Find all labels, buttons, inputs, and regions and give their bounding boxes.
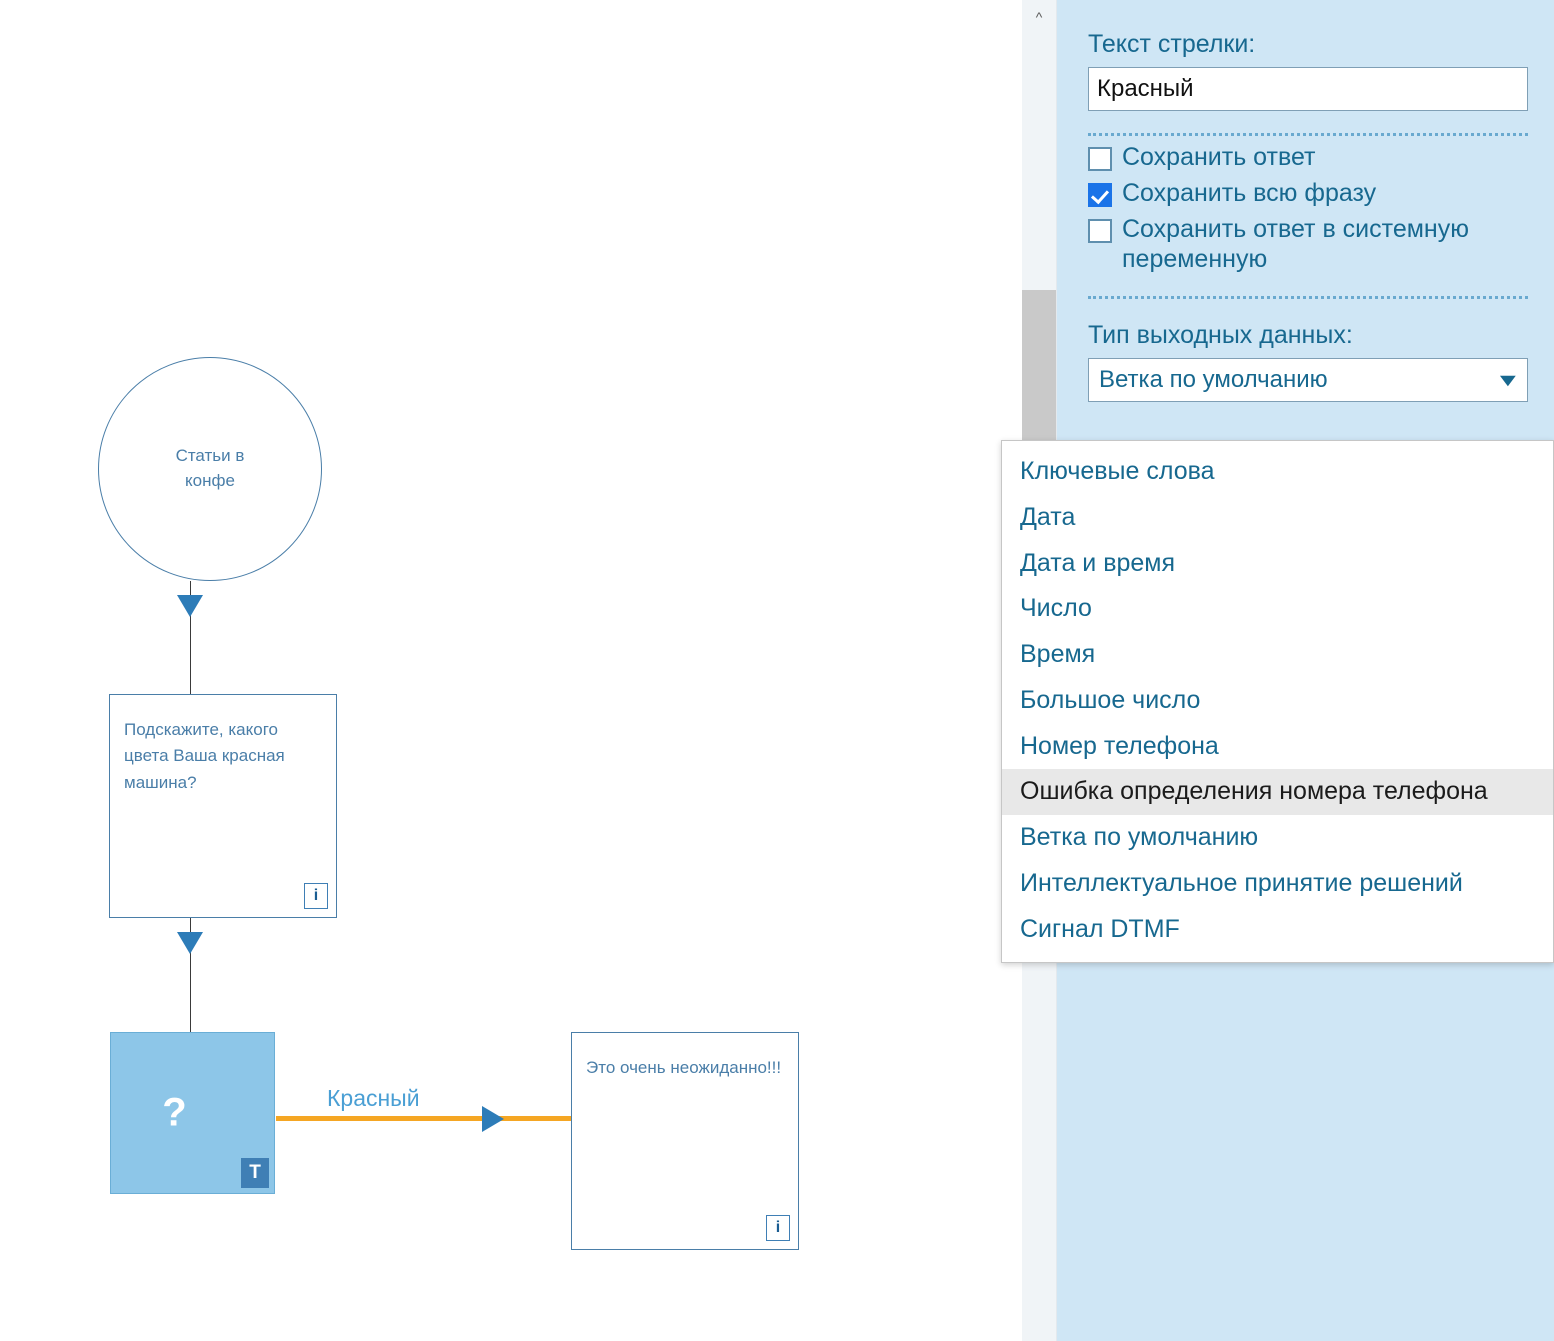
node-prompt[interactable] <box>109 694 337 918</box>
output-type-dropdown[interactable] <box>1001 440 1554 963</box>
dropdown-item-default-branch[interactable]: Ветка по умолчанию <box>1020 823 1259 851</box>
checkbox-label: Сохранить ответ <box>1122 143 1316 171</box>
checkbox-label: Сохранить всю фразу <box>1122 179 1377 207</box>
dropdown-item-time[interactable]: Время <box>1020 640 1096 668</box>
edge-label-krasnyy[interactable]: Красный <box>327 1085 420 1111</box>
node-start-label-line1: Статьи в <box>175 446 245 466</box>
output-type-select[interactable] <box>1088 358 1528 402</box>
edge-question-to-final <box>276 1116 572 1121</box>
dropdown-item-number[interactable]: Число <box>1020 594 1092 623</box>
dropdown-item-phone-number[interactable]: Номер телефона <box>1020 731 1219 760</box>
node-start-label-line2: конфе <box>185 471 235 490</box>
dropdown-item-dtmf-signal[interactable]: Сигнал DTMF <box>1020 914 1180 943</box>
dropdown-item-phone-number-error[interactable]: Ошибка определения номера телефона <box>1002 769 1553 815</box>
node-start[interactable] <box>98 357 322 581</box>
arrowhead-question-to-final <box>482 1106 504 1132</box>
dropdown-item-date[interactable]: Дата <box>1020 502 1076 531</box>
checkbox-box-checked[interactable] <box>1088 183 1112 207</box>
output-type-selected-value: Ветка по умолчанию <box>1099 366 1328 393</box>
checkbox-save-to-system-variable[interactable] <box>1056 208 1554 274</box>
arrowhead-start-to-prompt <box>177 595 203 617</box>
dropdown-item-keywords[interactable]: Ключевые слова <box>1020 457 1215 485</box>
info-icon[interactable]: i <box>766 1215 790 1241</box>
checkbox-save-answer[interactable] <box>1056 136 1554 172</box>
dropdown-item-big-number[interactable]: Большое число <box>1020 685 1201 714</box>
node-start-label <box>145 444 275 493</box>
checkbox-save-whole-phrase[interactable] <box>1056 172 1554 208</box>
checkbox-box[interactable] <box>1088 147 1112 171</box>
chevron-down-icon[interactable]: ▼ <box>1494 369 1522 390</box>
checkbox-box[interactable] <box>1088 219 1112 243</box>
dropdown-item-smart-decision[interactable]: Интеллектуальное принятие решений <box>1020 868 1463 897</box>
checkbox-label: Сохранить ответ в системную переменную <box>1122 215 1469 273</box>
arrowhead-prompt-to-question <box>177 932 203 954</box>
output-type-label: Тип выходных данных: <box>1088 321 1353 349</box>
question-mark-icon: ? <box>162 1090 187 1135</box>
info-icon[interactable]: i <box>304 883 328 909</box>
node-final[interactable] <box>571 1032 799 1250</box>
chevron-up-icon[interactable]: ^ <box>1035 9 1043 25</box>
node-question[interactable] <box>110 1032 275 1194</box>
text-type-badge[interactable]: T <box>241 1158 269 1188</box>
node-final-text: Это очень неожиданно!!! <box>586 1058 782 1077</box>
arrow-text-label: Текст стрелки: <box>1088 30 1256 58</box>
arrow-text-input[interactable] <box>1088 67 1528 111</box>
dropdown-item-datetime[interactable]: Дата и время <box>1020 548 1176 577</box>
node-prompt-text: Подскажите, какого цвета Ваша красная машина? <box>124 720 285 792</box>
